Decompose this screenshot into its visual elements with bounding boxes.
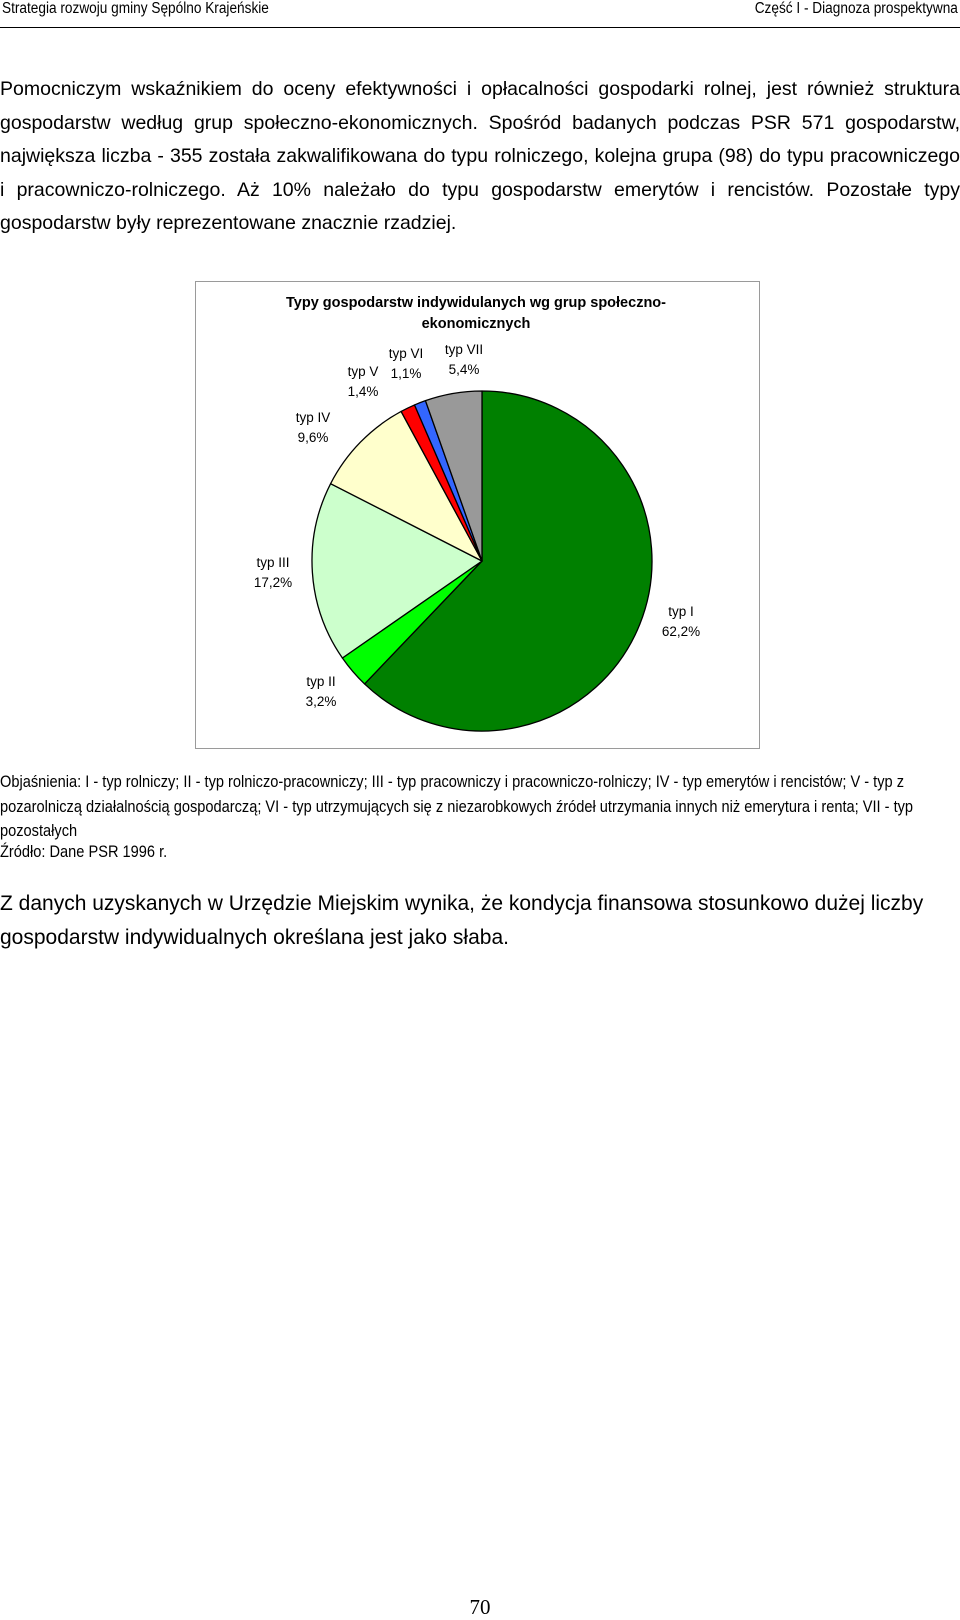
- header-rule: [0, 27, 960, 28]
- pie-label-value-2: 3,2%: [305, 694, 337, 709]
- source: [0, 843, 189, 862]
- pie-label-name-7: typ VII: [444, 342, 484, 357]
- pie-label-name-6: typ VI: [388, 346, 424, 361]
- pie-chart-frame: [195, 281, 760, 749]
- closing-paragraph: Z danych uzyskanych w Urzędzie Miejskim wynika, że kondycja finansowa stosunkowo dużej liczby gospodarstw indywidualnych określana jest jako słaba.: [0, 892, 924, 949]
- notes-text: Objaśnienia: I - typ rolniczy; II - typ rolniczo-pracowniczy; III - typ pracowniczy i pracowniczo-rolniczy; IV - typ emerytów i rencistów; V - typ z pozarolniczą działalnością gospodarczą; VI - typ utrzymujących się z niezarobkowych źródeł utrzymania innych niż emerytura i renta; VII - typ pozostałych: [0, 773, 914, 840]
- pie-label-value-1: 62,2%: [661, 624, 701, 639]
- pie-label-value-4: 9,6%: [297, 430, 329, 445]
- chart-title-line-2: ekonomicznych: [421, 316, 531, 332]
- page-number: 70: [469, 1595, 491, 1619]
- pie-label-name-5: typ V: [347, 364, 379, 379]
- pie-slices: [312, 391, 652, 731]
- pie-label-value-3: 17,2%: [253, 575, 293, 590]
- pie-label-name-2: typ II: [306, 674, 336, 689]
- intro-paragraph: Pomocniczym wskaźnikiem do oceny efektywności i opłacalności gospodarki rolnej, jest również struktura gospodarstw według grup społeczno-ekonomicznych. Spośród badanych podczas PSR 571 gospodarstw, największa liczba - 355 została zakwalifikowana do typu rolniczego, kolejna grupa (98) do typu pracowniczego i pracowniczo-rolniczego. Aż 10% należało do typu gospodarstw emerytów i rencistów. Pozostałe typy gospodarstw były reprezentowane znacznie rzadziej.: [0, 78, 960, 234]
- pie-label-value-5: 1,4%: [347, 384, 379, 399]
- chart-title-line-1: Typy gospodarstw indywidulanych wg grup społeczno-: [286, 295, 666, 311]
- source-text: Źródło: Dane PSR 1996 r.: [0, 843, 168, 861]
- pie-label-name-3: typ III: [256, 555, 290, 570]
- pie-label-value-6: 1,1%: [390, 366, 422, 381]
- header-left-title: Strategia rozwoju gminy Sępólno Krajeńskie: [2, 0, 269, 17]
- pie-label-name-1: typ I: [668, 604, 694, 619]
- header-right-title: Część I - Diagnoza prospektywna: [754, 0, 958, 17]
- notes: [0, 770, 960, 844]
- pie-chart: [196, 282, 759, 748]
- pie-label-value-7: 5,4%: [448, 362, 480, 377]
- page-header: [0, 0, 960, 28]
- pie-label-name-4: typ IV: [295, 410, 331, 425]
